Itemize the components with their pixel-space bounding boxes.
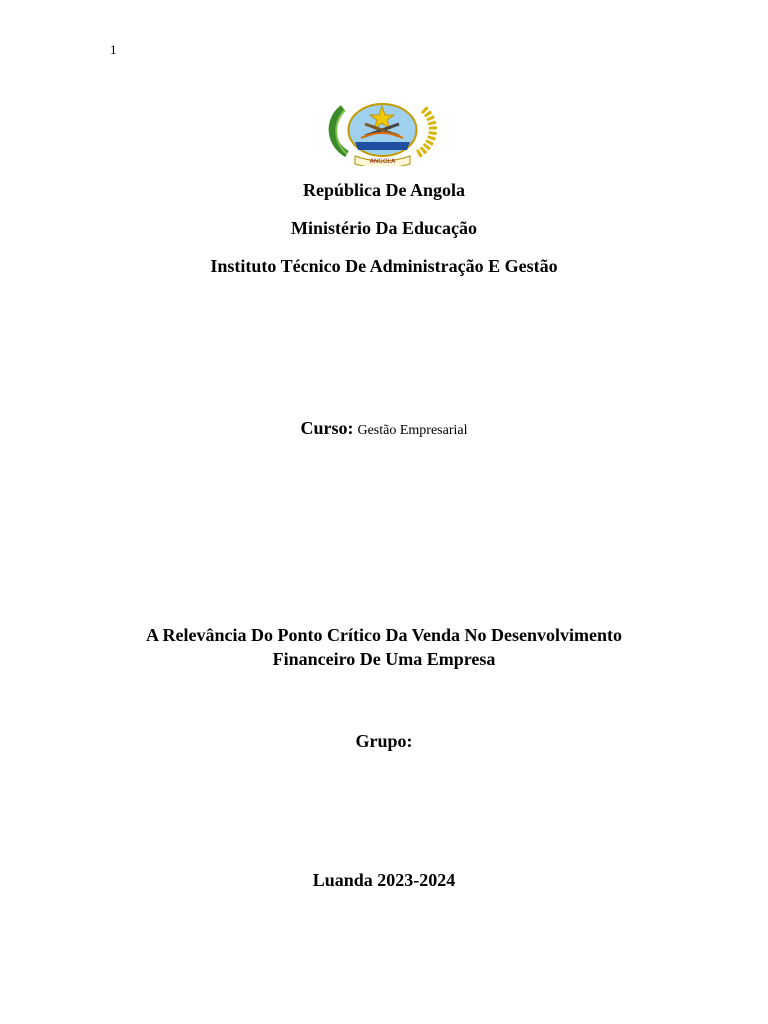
course-label: Curso: xyxy=(300,418,354,438)
document-title xyxy=(0,623,768,671)
emblem-banner-text: ANGOLA xyxy=(369,158,396,165)
header-institute: Instituto Técnico De Administração E Gestão xyxy=(210,256,558,276)
header-ministry: Ministério Da Educação xyxy=(291,218,477,238)
title-line-1: A Relevância Do Ponto Crítico Da Venda No Desenvolvimento xyxy=(146,625,622,645)
title-line-2: Financeiro De Uma Empresa xyxy=(272,649,496,669)
header-republic: República De Angola xyxy=(302,180,466,200)
place-date: Luanda 2023-2024 xyxy=(312,870,456,890)
coat-of-arms-icon xyxy=(325,98,440,166)
group-label: Grupo: xyxy=(355,731,413,751)
course-value: Gestão Empresarial xyxy=(357,423,468,438)
course-line xyxy=(0,418,768,439)
page-number: 1 xyxy=(110,42,117,57)
